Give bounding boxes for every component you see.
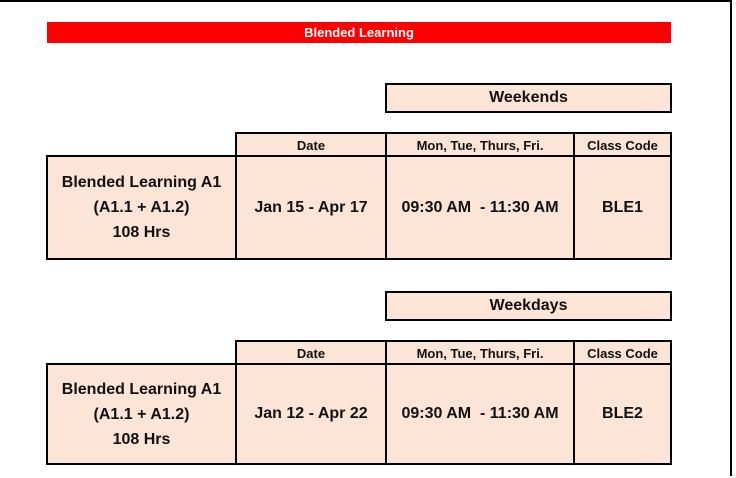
- column-header-days: Mon, Tue, Thurs, Fri.: [385, 132, 575, 158]
- course-levels: (A1.1 + A1.2): [93, 199, 190, 216]
- course-name-cell: [46, 155, 237, 260]
- course-title: Blended Learning A1: [61, 174, 222, 191]
- column-header-date: Date: [235, 340, 387, 366]
- course-title: Blended Learning A1: [61, 380, 222, 398]
- period-heading-weekdays: Weekdays: [385, 291, 672, 321]
- course-name-cell: [46, 363, 237, 465]
- course-hours: 108 Hrs: [112, 224, 171, 241]
- column-header-class-code: Class Code: [573, 340, 672, 366]
- date-cell: Jan 12 - Apr 22: [235, 363, 387, 465]
- column-header-class-code: Class Code: [573, 132, 672, 158]
- time-cell: 09:30 AM - 11:30 AM: [385, 363, 575, 465]
- period-heading-weekends: Weekends: [385, 83, 672, 113]
- page-title-banner: Blended Learning: [47, 22, 671, 43]
- class-code-cell: BLE1: [573, 155, 672, 260]
- course-hours: 108 Hrs: [112, 430, 171, 448]
- date-cell: Jan 15 - Apr 17: [235, 155, 387, 260]
- course-levels: (A1.1 + A1.2): [93, 405, 190, 423]
- column-header-date: Date: [235, 132, 387, 158]
- class-code-cell: BLE2: [573, 363, 672, 465]
- time-cell: 09:30 AM - 11:30 AM: [385, 155, 575, 260]
- column-header-days: Mon, Tue, Thurs, Fri.: [385, 340, 575, 366]
